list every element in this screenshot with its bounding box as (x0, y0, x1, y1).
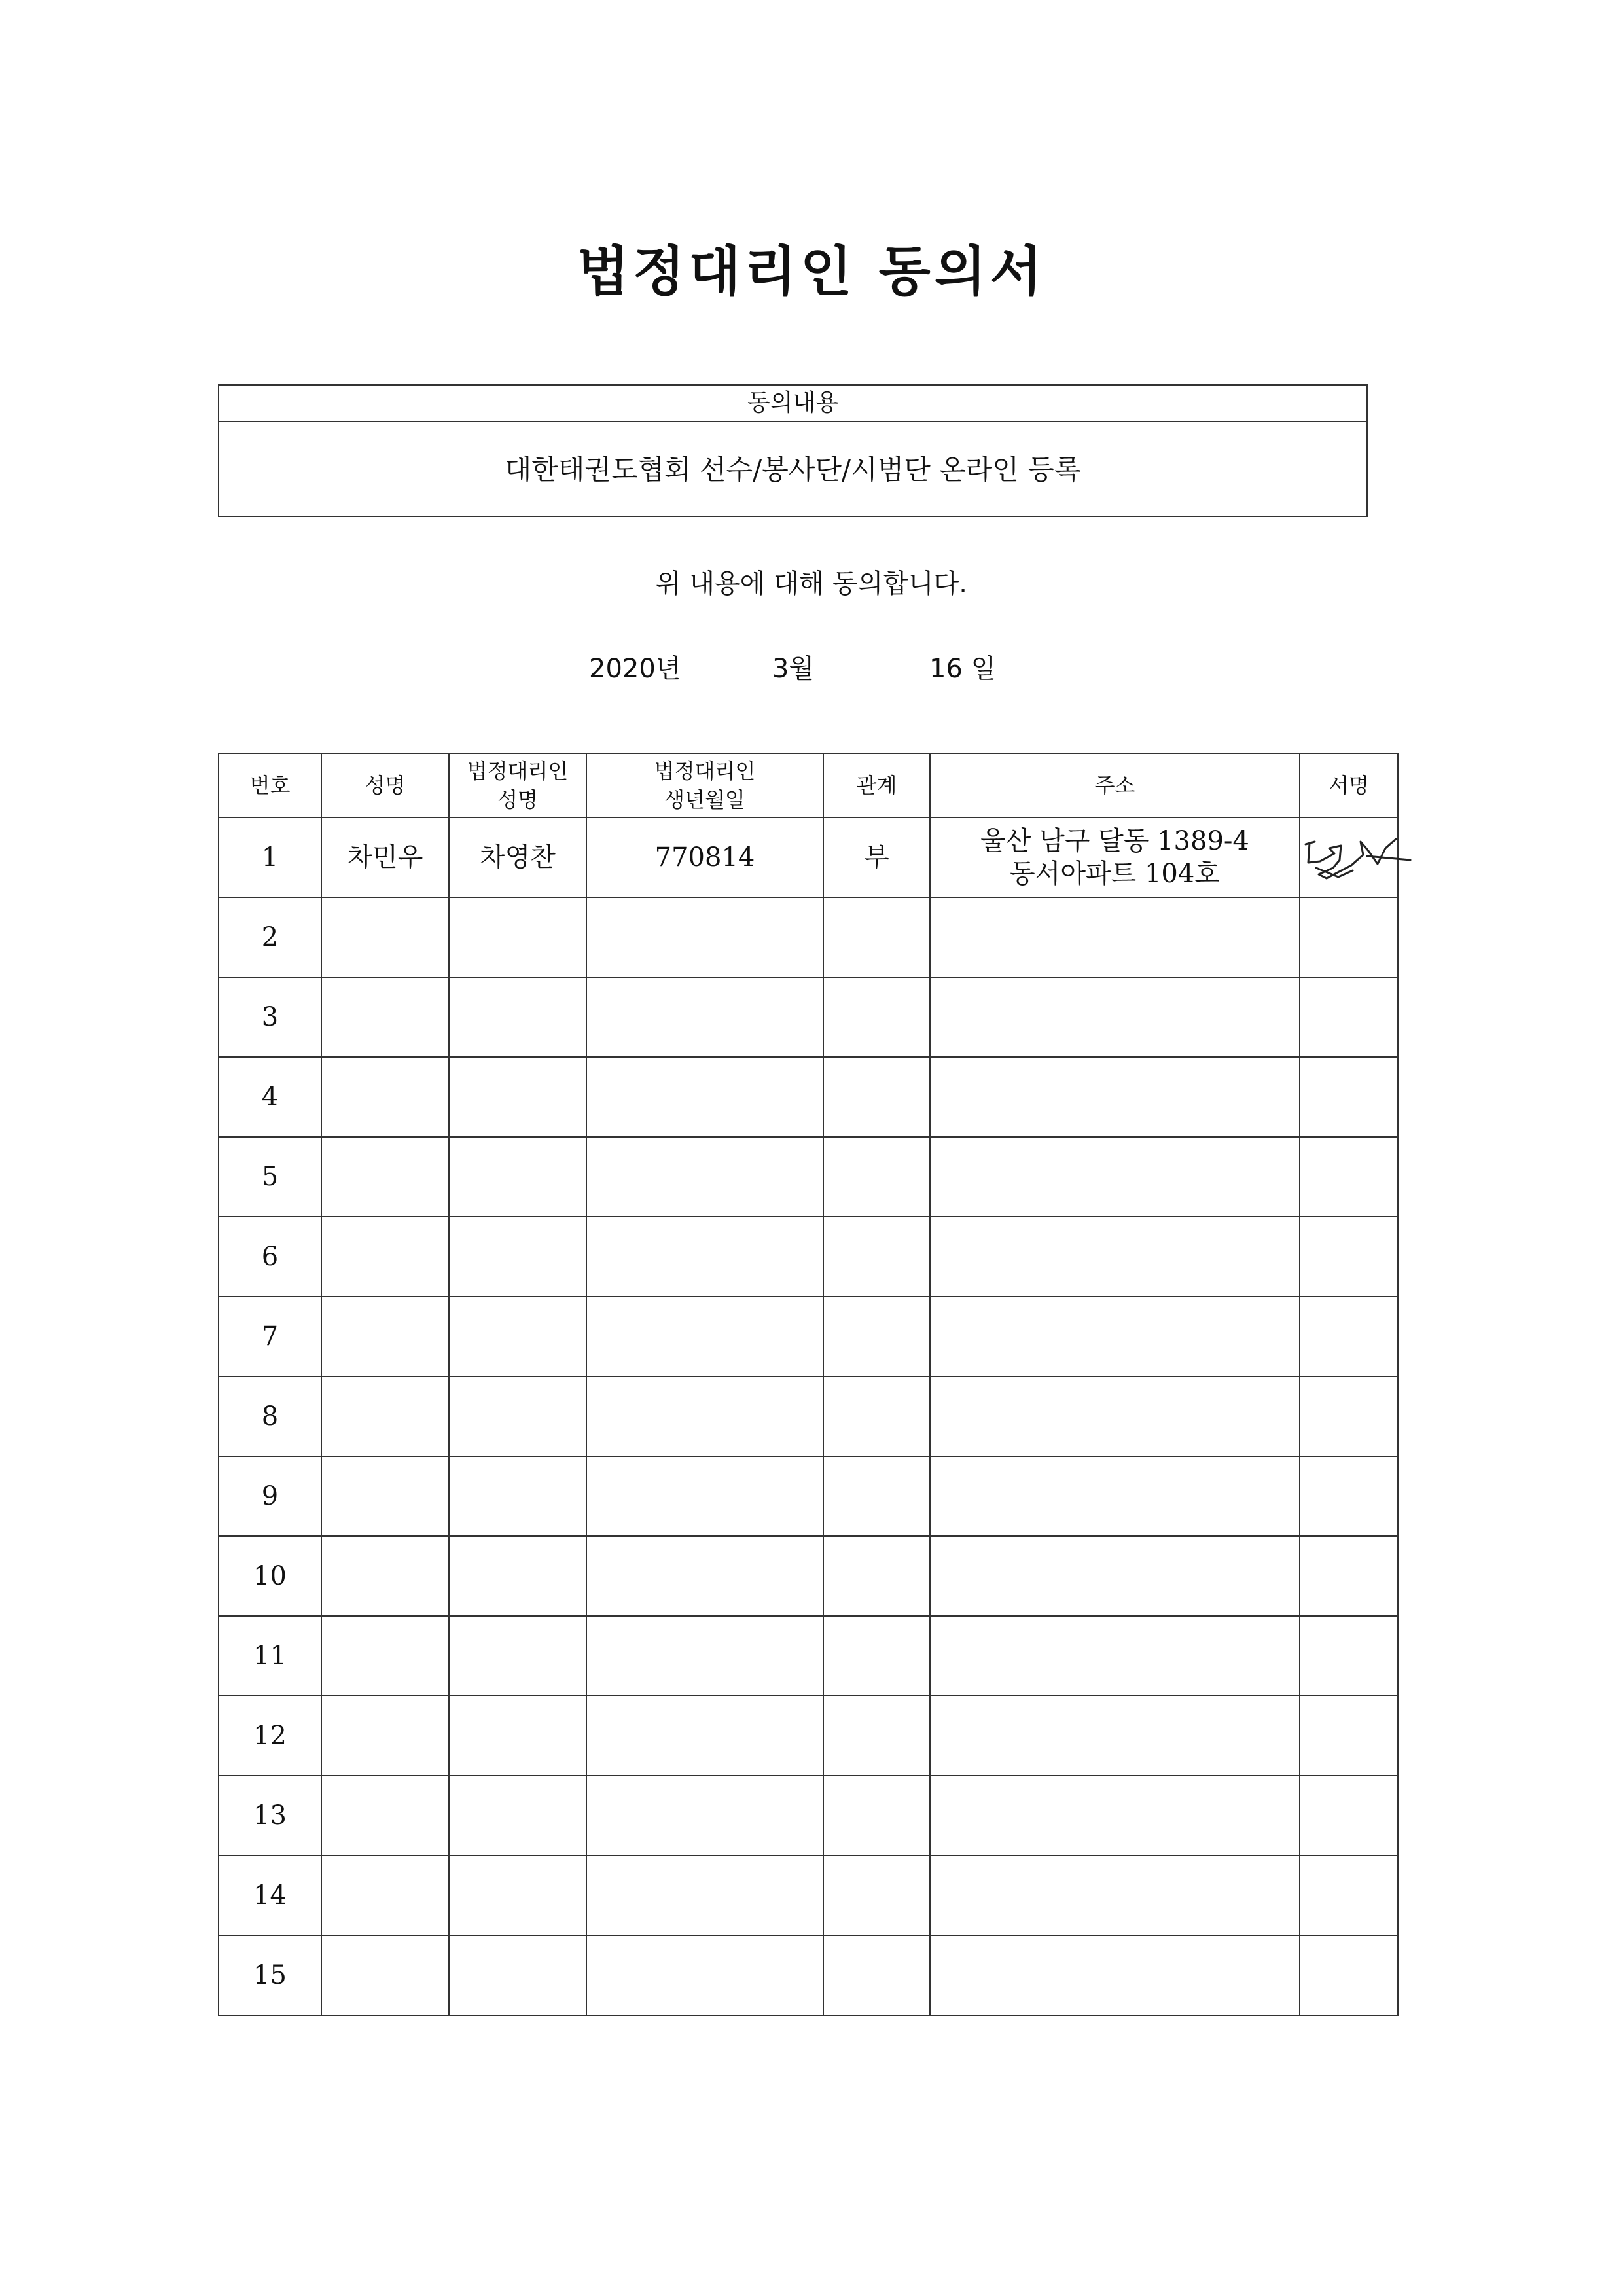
cell-guardian-name[interactable] (449, 1856, 586, 1935)
cell-guardian-birth[interactable] (586, 1935, 823, 2015)
cell-signature[interactable] (1300, 1376, 1398, 1456)
cell-name[interactable] (321, 1616, 449, 1696)
cell-name[interactable] (321, 1696, 449, 1776)
cell-signature[interactable] (1300, 1456, 1398, 1536)
table-row (219, 1297, 1398, 1376)
cell-address[interactable] (930, 1616, 1300, 1696)
cell-address[interactable] (930, 897, 1300, 977)
cell-no: 15 (219, 1935, 321, 2015)
cell-guardian-name[interactable] (449, 897, 586, 977)
cell-relation[interactable] (823, 1536, 930, 1616)
cell-address[interactable] (930, 1856, 1300, 1935)
cell-signature[interactable] (1300, 977, 1398, 1057)
cell-relation[interactable] (823, 1776, 930, 1856)
cell-guardian-birth[interactable] (586, 1696, 823, 1776)
cell-guardian-birth[interactable] (586, 1536, 823, 1616)
cell-address[interactable] (930, 977, 1300, 1057)
cell-relation[interactable] (823, 1217, 930, 1297)
cell-signature[interactable] (1300, 1935, 1398, 2015)
cell-signature (1300, 817, 1398, 897)
cell-signature[interactable] (1300, 1536, 1398, 1616)
cell-relation[interactable] (823, 1376, 930, 1456)
header-guardian-name-line2: 성명 (497, 787, 538, 812)
page-title: 법정대리인 동의서 (577, 240, 1046, 303)
cell-no: 5 (219, 1137, 321, 1217)
cell-guardian-birth[interactable] (586, 1856, 823, 1935)
cell-relation[interactable] (823, 1297, 930, 1376)
cell-no: 12 (219, 1696, 321, 1776)
cell-name[interactable] (321, 1137, 449, 1217)
handwritten-signature-icon (1300, 822, 1412, 894)
cell-no: 6 (219, 1217, 321, 1297)
header-guardian-name (449, 753, 586, 817)
date-day: 16 일 (929, 654, 997, 684)
guardian-table (218, 753, 1399, 2016)
cell-guardian-name[interactable] (449, 1297, 586, 1376)
date-year: 2020년 (589, 654, 681, 684)
cell-guardian-name[interactable] (449, 1935, 586, 2015)
header-guardian-name-line1: 법정대리인 (467, 759, 569, 783)
cell-address[interactable] (930, 1297, 1300, 1376)
cell-no: 14 (219, 1856, 321, 1935)
cell-relation[interactable] (823, 1137, 930, 1217)
cell-guardian-birth[interactable] (586, 897, 823, 977)
table-row (219, 897, 1398, 977)
header-guardian-birth (586, 753, 823, 817)
consent-box (218, 384, 1368, 517)
cell-signature[interactable] (1300, 897, 1398, 977)
cell-no: 2 (219, 897, 321, 977)
table-row (219, 1456, 1398, 1536)
cell-name[interactable] (321, 1536, 449, 1616)
cell-address[interactable] (930, 1376, 1300, 1456)
cell-guardian-name[interactable] (449, 1376, 586, 1456)
cell-address[interactable] (930, 1935, 1300, 2015)
cell-address[interactable] (930, 1137, 1300, 1217)
cell-no: 11 (219, 1616, 321, 1696)
cell-signature[interactable] (1300, 1856, 1398, 1935)
table-row (219, 1137, 1398, 1217)
cell-signature[interactable] (1300, 1696, 1398, 1776)
cell-guardian-birth: 770814 (586, 817, 823, 897)
cell-guardian-birth[interactable] (586, 1217, 823, 1297)
cell-signature[interactable] (1300, 1776, 1398, 1856)
cell-guardian-birth[interactable] (586, 1137, 823, 1217)
cell-name[interactable] (321, 1776, 449, 1856)
cell-guardian-name[interactable] (449, 1057, 586, 1137)
cell-guardian-birth[interactable] (586, 1456, 823, 1536)
cell-relation[interactable] (823, 1696, 930, 1776)
cell-no: 1 (219, 817, 321, 897)
header-guardian-birth-line1: 법정대리인 (654, 759, 756, 783)
cell-guardian-birth[interactable] (586, 1057, 823, 1137)
table-row (219, 817, 1398, 897)
cell-guardian-name[interactable] (449, 1456, 586, 1536)
cell-name[interactable] (321, 1217, 449, 1297)
cell-no: 4 (219, 1057, 321, 1137)
cell-name[interactable] (321, 1935, 449, 2015)
cell-relation[interactable] (823, 1456, 930, 1536)
table-row (219, 1935, 1398, 2015)
table-row (219, 1856, 1398, 1935)
header-name: 성명 (321, 753, 449, 817)
cell-guardian-birth[interactable] (586, 1616, 823, 1696)
cell-address[interactable] (930, 1536, 1300, 1616)
cell-name[interactable] (321, 1297, 449, 1376)
cell-relation[interactable] (823, 1057, 930, 1137)
cell-relation[interactable] (823, 977, 930, 1057)
cell-guardian-name[interactable] (449, 1776, 586, 1856)
table-header-row (219, 753, 1398, 817)
header-guardian-birth-line2: 생년월일 (664, 787, 745, 812)
address-line2: 동서아파트 104호 (1010, 859, 1220, 889)
cell-name: 차민우 (321, 817, 449, 897)
table-row (219, 977, 1398, 1057)
cell-signature[interactable] (1300, 1057, 1398, 1137)
cell-guardian-name[interactable] (449, 1137, 586, 1217)
cell-no: 3 (219, 977, 321, 1057)
table-row (219, 1217, 1398, 1297)
cell-name[interactable] (321, 1456, 449, 1536)
cell-name[interactable] (321, 897, 449, 977)
consent-header: 동의내용 (219, 386, 1366, 422)
date-month: 3월 (772, 654, 815, 684)
cell-no: 7 (219, 1297, 321, 1376)
table-row (219, 1057, 1398, 1137)
header-signature: 서명 (1300, 753, 1398, 817)
cell-guardian-birth[interactable] (586, 977, 823, 1057)
cell-no: 13 (219, 1776, 321, 1856)
cell-relation[interactable] (823, 1935, 930, 2015)
cell-relation[interactable] (823, 1616, 930, 1696)
address-line1: 울산 남구 달동 1389-4 (980, 826, 1249, 856)
cell-address[interactable] (930, 1217, 1300, 1297)
cell-relation[interactable] (823, 897, 930, 977)
header-address: 주소 (930, 753, 1300, 817)
cell-address[interactable] (930, 1696, 1300, 1776)
cell-name[interactable] (321, 1376, 449, 1456)
cell-guardian-name[interactable] (449, 1616, 586, 1696)
table-row (219, 1376, 1398, 1456)
cell-address[interactable] (930, 1456, 1300, 1536)
cell-guardian-name: 차영찬 (449, 817, 586, 897)
consent-body: 대한태권도협회 선수/봉사단/시범단 온라인 등록 (505, 454, 1081, 486)
cell-name[interactable] (321, 977, 449, 1057)
cell-signature[interactable] (1300, 1137, 1398, 1217)
cell-no: 8 (219, 1376, 321, 1456)
table-row (219, 1696, 1398, 1776)
cell-relation[interactable] (823, 1856, 930, 1935)
cell-guardian-birth[interactable] (586, 1776, 823, 1856)
cell-address[interactable] (930, 1776, 1300, 1856)
cell-relation: 부 (823, 817, 930, 897)
table-row (219, 1536, 1398, 1616)
cell-no: 10 (219, 1536, 321, 1616)
cell-address[interactable] (930, 1057, 1300, 1137)
cell-guardian-name[interactable] (449, 1536, 586, 1616)
cell-guardian-birth[interactable] (586, 1376, 823, 1456)
cell-name[interactable] (321, 1057, 449, 1137)
cell-guardian-name[interactable] (449, 1217, 586, 1297)
cell-guardian-birth[interactable] (586, 1297, 823, 1376)
header-no: 번호 (219, 753, 321, 817)
cell-signature[interactable] (1300, 1217, 1398, 1297)
cell-address (930, 817, 1300, 897)
cell-guardian-name[interactable] (449, 1696, 586, 1776)
cell-name[interactable] (321, 1856, 449, 1935)
agreement-statement: 위 내용에 대해 동의합니다. (656, 569, 967, 599)
cell-signature[interactable] (1300, 1297, 1398, 1376)
cell-no: 9 (219, 1456, 321, 1536)
table-row (219, 1776, 1398, 1856)
cell-guardian-name[interactable] (449, 977, 586, 1057)
cell-signature[interactable] (1300, 1616, 1398, 1696)
table-row (219, 1616, 1398, 1696)
header-relation: 관계 (823, 753, 930, 817)
